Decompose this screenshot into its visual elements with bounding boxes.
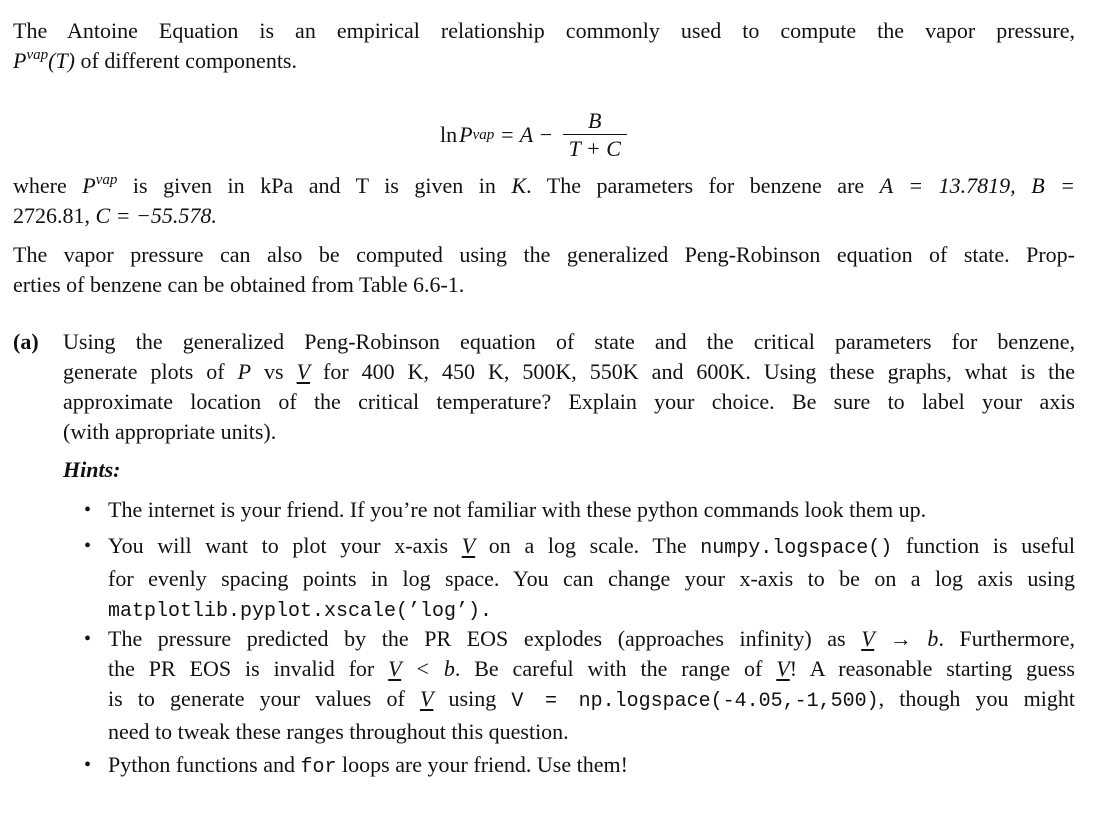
hint-item-2: You will want to plot your x-axis V on a log scale. The numpy.logspace() function is useful for evenly spacing points in log space. You can change your x-axis to be on a log axis using matplotlib.pyplot.xscale(’log’). (108, 533, 1076, 623)
problem-a-line-3: approximate location of the critical temperature? Explain your choice. Be sure to label your axis (63, 389, 1075, 414)
hint-item-1: The internet is your friend. If you’re not familiar with these python commands look them up. (108, 497, 927, 522)
equation-rhs: = A − (494, 122, 559, 147)
intro-paragraph (13, 16, 1075, 76)
intro-line-1: The Antoine Equation is an empirical relationship commonly used to compute the vapor pressure, (13, 18, 1075, 43)
problem-a-line-1: Using the generalized Peng-Robinson equation of state and the critical parameters for benzene, (63, 329, 1075, 354)
bullet-icon: • (84, 754, 92, 776)
hint-item-4: Python functions and for loops are your friend. Use them! (108, 752, 628, 779)
equation-ln: ln (440, 122, 458, 147)
problem-a-body (63, 327, 1075, 447)
code-v-logspace: V = np.logspace(-4.05,-1,500) (511, 690, 879, 713)
equation-P: P (459, 122, 473, 147)
where-line-2: 2726.81, C = −55.578. (13, 203, 217, 228)
where-paragraph (13, 171, 1075, 231)
code-xscale: matplotlib.pyplot.xscale(’log’). (108, 600, 493, 623)
bullet-icon: • (84, 499, 92, 521)
hints-heading: Hints: (63, 457, 121, 482)
pr-line-1: The vapor pressure can also be computed using the generalized Peng-Robinson equation of state. Prop- (13, 242, 1075, 267)
code-for: for (300, 756, 337, 779)
bullet-icon: • (84, 628, 92, 650)
problem-a-label: (a) (13, 329, 39, 354)
equation-fraction (563, 108, 627, 163)
code-logspace: numpy.logspace() (700, 537, 893, 560)
problem-a-line-2: generate plots of P vs V for 400 K, 450 K, 500K, 550K and 600K. Using these graphs, what is the (63, 359, 1076, 384)
pr-line-2: erties of benzene can be obtained from Table 6.6-1. (13, 272, 465, 297)
problem-a-line-4: (with appropriate units). (63, 419, 277, 444)
peng-robinson-paragraph (13, 240, 1075, 300)
hint-item-3: The pressure predicted by the PR EOS explodes (approaches infinity) as V → b. Furthermore, the PR EOS is invalid for V < b. Be careful with the range of V! A reasonable starting guess is to generate your values of V using V = np.logspace(-4.05,-1,500), though you might need to tweak these ranges throughout this question. (108, 626, 1076, 744)
bullet-icon: • (84, 535, 92, 557)
equation-numerator: B (588, 107, 602, 133)
antoine-equation: ln P vap = A − $\frac{B}{T + C}$ (440, 104, 627, 166)
where-line-1: where $P^{vap}$ is given in kPa and T is given in K. The parameters for benzene are A = 13.7819, B = (13, 172, 1076, 198)
equation-denominator: T + C (563, 134, 627, 163)
intro-line-2: $P^{vap}(T)$ of different components. (13, 47, 297, 73)
